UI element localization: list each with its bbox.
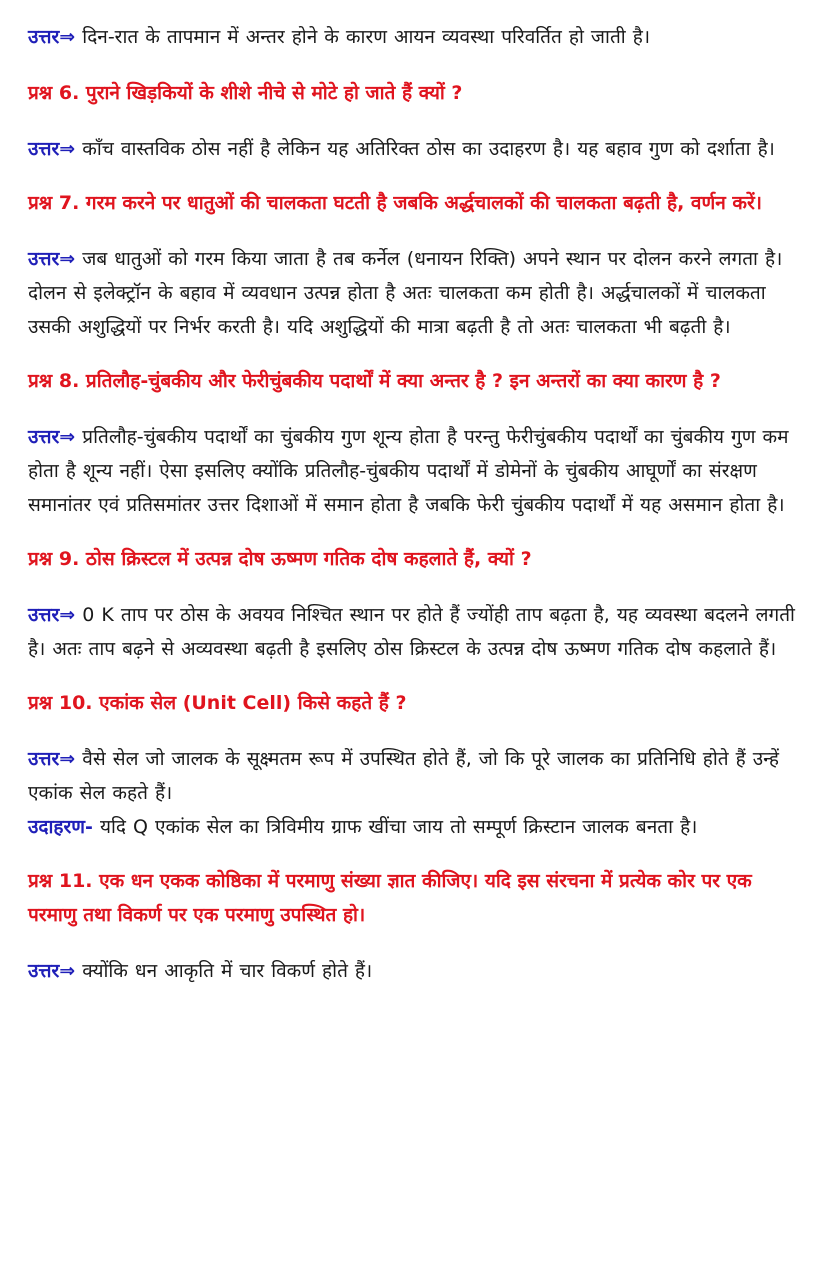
answer-text: जब धातुओं को गरम किया जाता है तब कर्नेल (धनायन रिक्ति) अपने स्थान पर दोलन करने लगता है। दोलन से इलेक्ट्रॉन के बहाव में व्यवधान उत्पन्न होता है अतः चालकता कम होती है। अर्द्धचालकों में चालकता उसकी अशुद्धियों पर निर्भर करती है। यदि अशुद्धियों की मात्रा बढ़ती है तो अतः चालकता भी बढ़ती है। xyxy=(28,248,783,338)
answer-label: उत्तर⇒ xyxy=(28,748,76,770)
answer-label: उत्तर⇒ xyxy=(28,26,76,48)
answer-11 xyxy=(28,954,798,988)
answer-8 xyxy=(28,420,798,522)
answer-label: उत्तर⇒ xyxy=(28,248,76,270)
answer-label: उत्तर⇒ xyxy=(28,426,76,448)
answer-6 xyxy=(28,132,798,166)
answer-label: उत्तर⇒ xyxy=(28,604,76,626)
question-11: प्रश्न 11. एक धन एकक कोष्ठिका में परमाणु संख्या ज्ञात कीजिए। यदि इस संरचना में प्रत्येक कोर पर एक परमाणु तथा विकर्ण पर एक परमाणु उपस्थित हो। xyxy=(28,870,752,926)
example-label: उदाहरण- xyxy=(28,816,93,838)
question-6: प्रश्न 6. पुराने खिड़कियों के शीशे नीचे से मोटे हो जाते हैं क्यों ? xyxy=(28,82,463,104)
answer-label: उत्तर⇒ xyxy=(28,138,76,160)
answer-7 xyxy=(28,242,798,344)
question-7: प्रश्न 7. गरम करने पर धातुओं की चालकता घटती है जबकि अर्द्धचालकों की चालकता बढ़ती है, वर्णन करें। xyxy=(28,192,762,214)
question-9: प्रश्न 9. ठोस क्रिस्टल में उत्पन्न दोष ऊष्मण गतिक दोष कहलाते हैं, क्यों ? xyxy=(28,548,532,570)
answer-10 xyxy=(28,742,798,810)
question-10: प्रश्न 10. एकांक सेल (Unit Cell) किसे कहते हैं ? xyxy=(28,692,407,714)
example-10 xyxy=(28,810,798,844)
example-text: यदि Q एकांक सेल का त्रिविमीय ग्राफ खींचा जाय तो सम्पूर्ण क्रिस्टान जालक बनता है। xyxy=(92,816,698,838)
answer-9 xyxy=(28,598,798,666)
answer-text: क्योंकि धन आकृति में चार विकर्ण होते हैं। xyxy=(75,960,373,982)
answer-label: उत्तर⇒ xyxy=(28,960,76,982)
question-8: प्रश्न 8. प्रतिलौह-चुंबकीय और फेरीचुंबकीय पदार्थों में क्या अन्तर है ? इन अन्तरों का क्या कारण है ? xyxy=(28,370,721,392)
answer-5 xyxy=(28,20,798,54)
answer-text: दिन-रात के तापमान में अन्तर होने के कारण आयन व्यवस्था परिवर्तित हो जाती है। xyxy=(75,26,651,48)
answer-text: 0 K ताप पर ठोस के अवयव निश्चित स्थान पर होते हैं ज्योंही ताप बढ़ता है, यह व्यवस्था बदलने लगती है। अतः ताप बढ़ने से अव्यवस्था बढ़ती है इसलिए ठोस क्रिस्टल के उत्पन्न दोष ऊष्मण गतिक दोष कहलाते हैं। xyxy=(28,604,795,660)
answer-text: वैसे सेल जो जालक के सूक्ष्मतम रूप में उपस्थित होते हैं, जो कि पूरे जालक का प्रतिनिधि होते हैं उन्हें एकांक सेल कहते हैं। xyxy=(28,748,779,804)
answer-text: प्रतिलौह-चुंबकीय पदार्थों का चुंबकीय गुण शून्य होता है परन्तु फेरीचुंबकीय पदार्थों का चुंबकीय गुण कम होता है शून्य नहीं। ऐसा इसलिए क्योंकि प्रतिलौह-चुंबकीय पदार्थों में डोमेनों के चुंबकीय आघूर्णों का संरक्षण समानांतर एवं प्रतिसमांतर उत्तर दिशाओं में समान होता है जबकि फेरी चुंबकीय पदार्थों में यह असमान होता है। xyxy=(28,426,789,516)
answer-text: काँच वास्तविक ठोस नहीं है लेकिन यह अतिरिक्त ठोस का उदाहरण है। यह बहाव गुण को दर्शाता है। xyxy=(75,138,775,160)
